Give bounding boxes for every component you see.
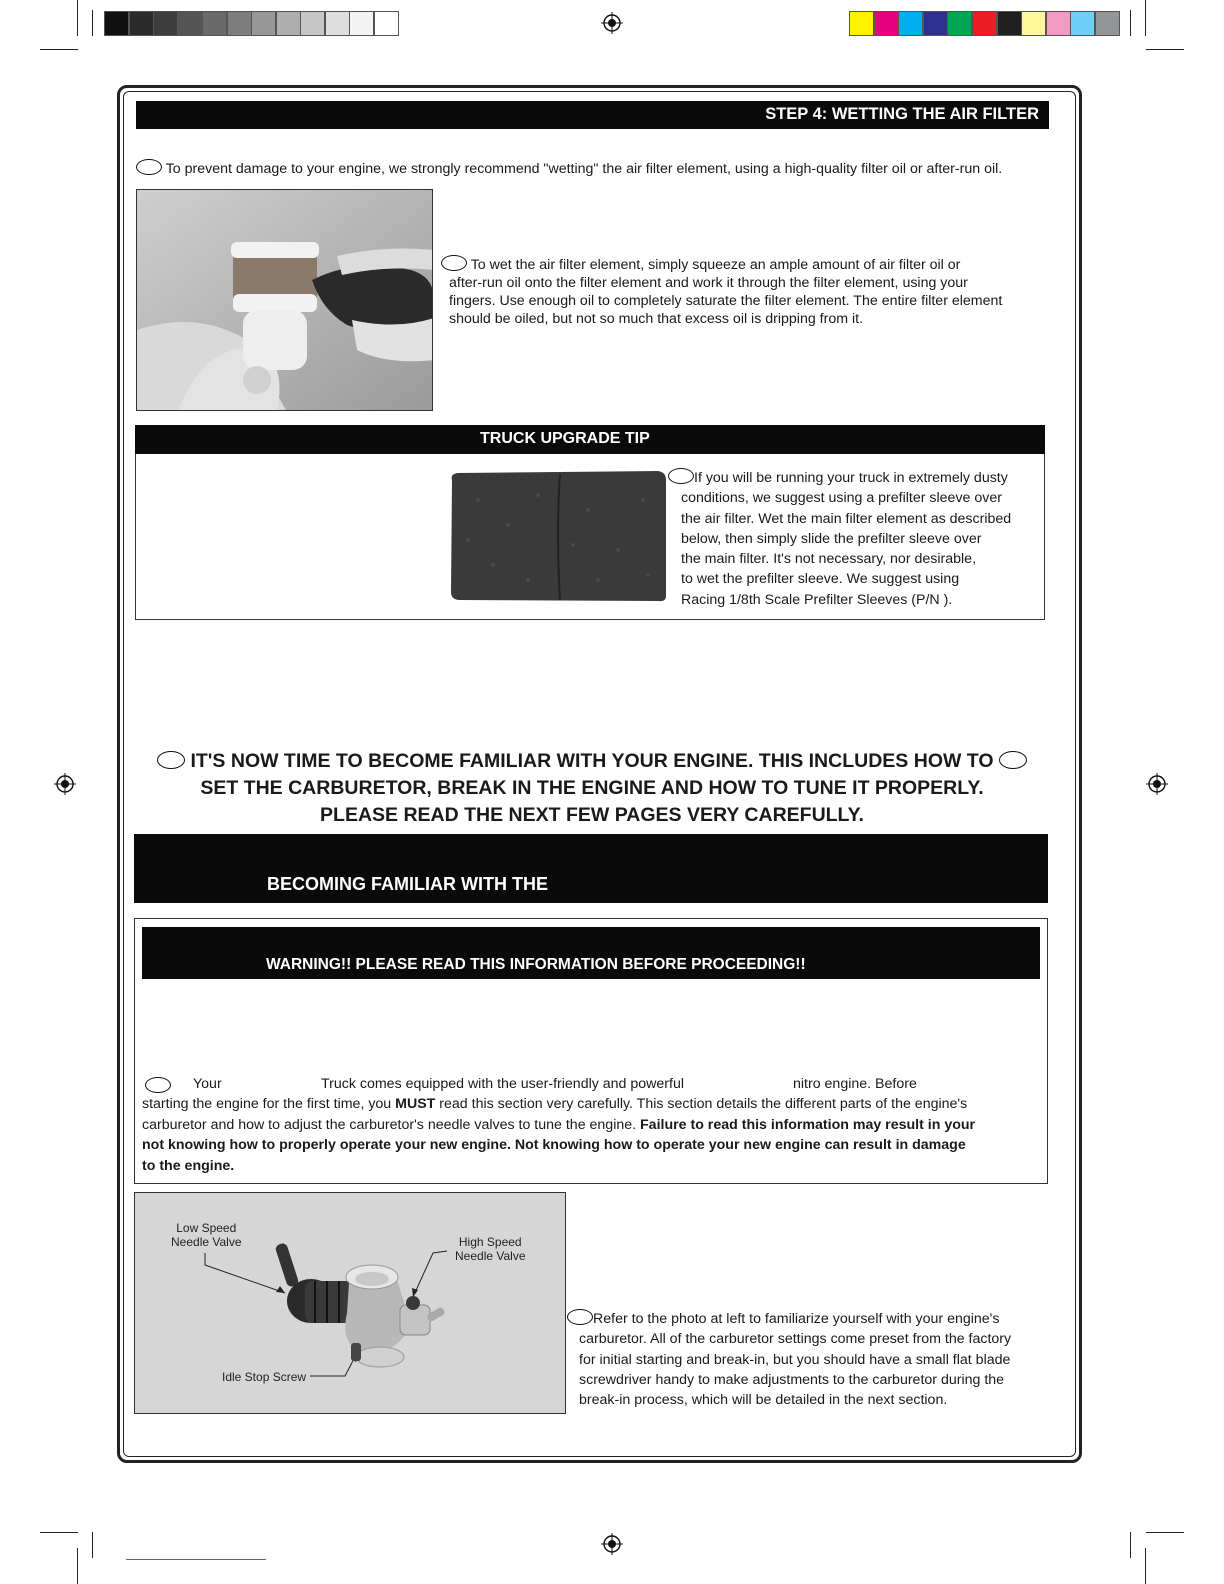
gray-swatch [153,11,178,36]
step4-intro: To prevent damage to your engine, we strongly recommend "wetting" the air filter element, using a high-quality filter oil or after-run oil. [136,159,1056,179]
gray-swatch [300,11,325,36]
crop-mark-bl-h [40,1532,78,1533]
step4-instructions: To wet the air filter element, simply squeeze an ample amount of air filter oil or after-run oil onto the filter element and work it through the filter element, using your fingers. Use enough oil to completely saturate the filter element. The entire filter element should be oiled, but not so much that excess oil is dripping from it. [441,255,1051,328]
low-speed-needle-label: Low Speed Needle Valve [171,1221,242,1249]
crop-mark-tr-h [1146,49,1184,50]
crop-mark-br-h [1146,1532,1184,1533]
checkbox-circle-icon [145,1077,171,1093]
registration-mark-left-icon [54,773,76,795]
step4-header-bar [136,101,1049,129]
warning-title: WARNING!! PLEASE READ THIS INFORMATION BEFORE PROCEEDING!! [266,956,806,973]
checkbox-circle-icon [668,468,694,484]
warning-header-bar [142,927,1040,979]
color-swatch [972,11,997,36]
crop-mark-tl-v2 [92,10,93,36]
registration-mark-right-icon [1146,773,1168,795]
registration-mark-bottom-icon [601,1533,623,1555]
upgrade-tip-title: TRUCK UPGRADE TIP [480,430,650,447]
upgrade-tip-text: If you will be running your truck in extremely dusty conditions, we suggest using a prefilter sleeve over the air filter. Wet the main filter element as described below, then simply slide the prefilter sleeve over the main filter. It's not necessary, nor desirable, to wet the prefilter sleeve. We suggest using Racing 1/8th Scale Prefilter Sleeves (P/N ). [668,468,1040,610]
checkbox-circle-icon [441,255,467,271]
high-speed-needle-label: High Speed Needle Valve [455,1235,526,1263]
idle-stop-screw-label: Idle Stop Screw [222,1370,307,1384]
gray-swatch [276,11,301,36]
footer-rule [126,1559,266,1560]
checkbox-circle-icon [567,1309,593,1325]
checkbox-circle-icon [999,751,1027,769]
gray-swatch [104,11,129,36]
prefilter-sleeve-photo [448,470,668,604]
gray-swatch [251,11,276,36]
gray-swatch [202,11,227,36]
step4-title: STEP 4: WETTING THE AIR FILTER [765,105,1039,123]
color-swatch [997,11,1022,36]
gray-swatch [178,11,203,36]
crop-mark-tl-v [77,0,78,36]
section-title: BECOMING FAMILIAR WITH THE [267,874,548,894]
air-filter-oiling-image [137,190,433,411]
crop-mark-tr-v2 [1130,10,1131,36]
warning-text: Your Truck comes equipped with the user-friendly and powerful nitro engine. Before starting the engine for the first time, you MUST read this section very carefully. This section details the different parts of the engine's carburetor and how to adjust the carburetor's needle valves to tune the engine. Failure to read this information may result in your not knowing how to properly operate your new engine. Not knowing how to operate your new engine can result in damage to the engine. [142,1076,976,1174]
crop-mark-br-v [1145,1548,1146,1584]
gray-swatch [349,11,374,36]
crop-mark-bl-v [77,1548,78,1584]
crop-mark-br-v2 [1130,1532,1131,1558]
engine-notice: IT'S NOW TIME TO BECOME FAMILIAR WITH YOUR ENGINE. THIS INCLUDES HOW TO SET THE CARBURETOR, BREAK IN THE ENGINE AND HOW TO TUNE IT PROPERLY. PLEASE READ THE NEXT FEW PAGES VERY CAREFULLY. [136,748,1048,829]
color-swatch [923,11,948,36]
checkbox-circle-icon [136,159,162,175]
checkbox-circle-icon [157,751,185,769]
color-swatch [874,11,899,36]
color-swatch [1070,11,1095,36]
color-swatch [1046,11,1071,36]
crop-mark-tr-v [1145,0,1146,36]
section-header-bar [134,834,1048,903]
gray-swatch [227,11,252,36]
color-swatch [1021,11,1046,36]
color-swatch [849,11,874,36]
crop-mark-bl-v2 [92,1532,93,1558]
registration-mark-top-icon [601,12,623,34]
crop-mark-tl-h [40,49,78,50]
gray-swatch [374,11,399,36]
gray-swatch [325,11,350,36]
color-swatch [947,11,972,36]
carburetor-text: Refer to the photo at left to familiarize yourself with your engine's carburetor. All of the carburetor settings come preset from the factory for initial starting and break-in, but you should have a small flat blade screwdriver handy to make adjustments to the carburetor during the break-in process, which will be detailed in the next section. [567,1309,1052,1410]
color-swatch [898,11,923,36]
color-swatch [1095,11,1120,36]
air-filter-oiling-photo [136,189,433,411]
gray-swatch [129,11,154,36]
upgrade-tip-header [135,425,1045,454]
carburetor-photo [134,1192,566,1414]
